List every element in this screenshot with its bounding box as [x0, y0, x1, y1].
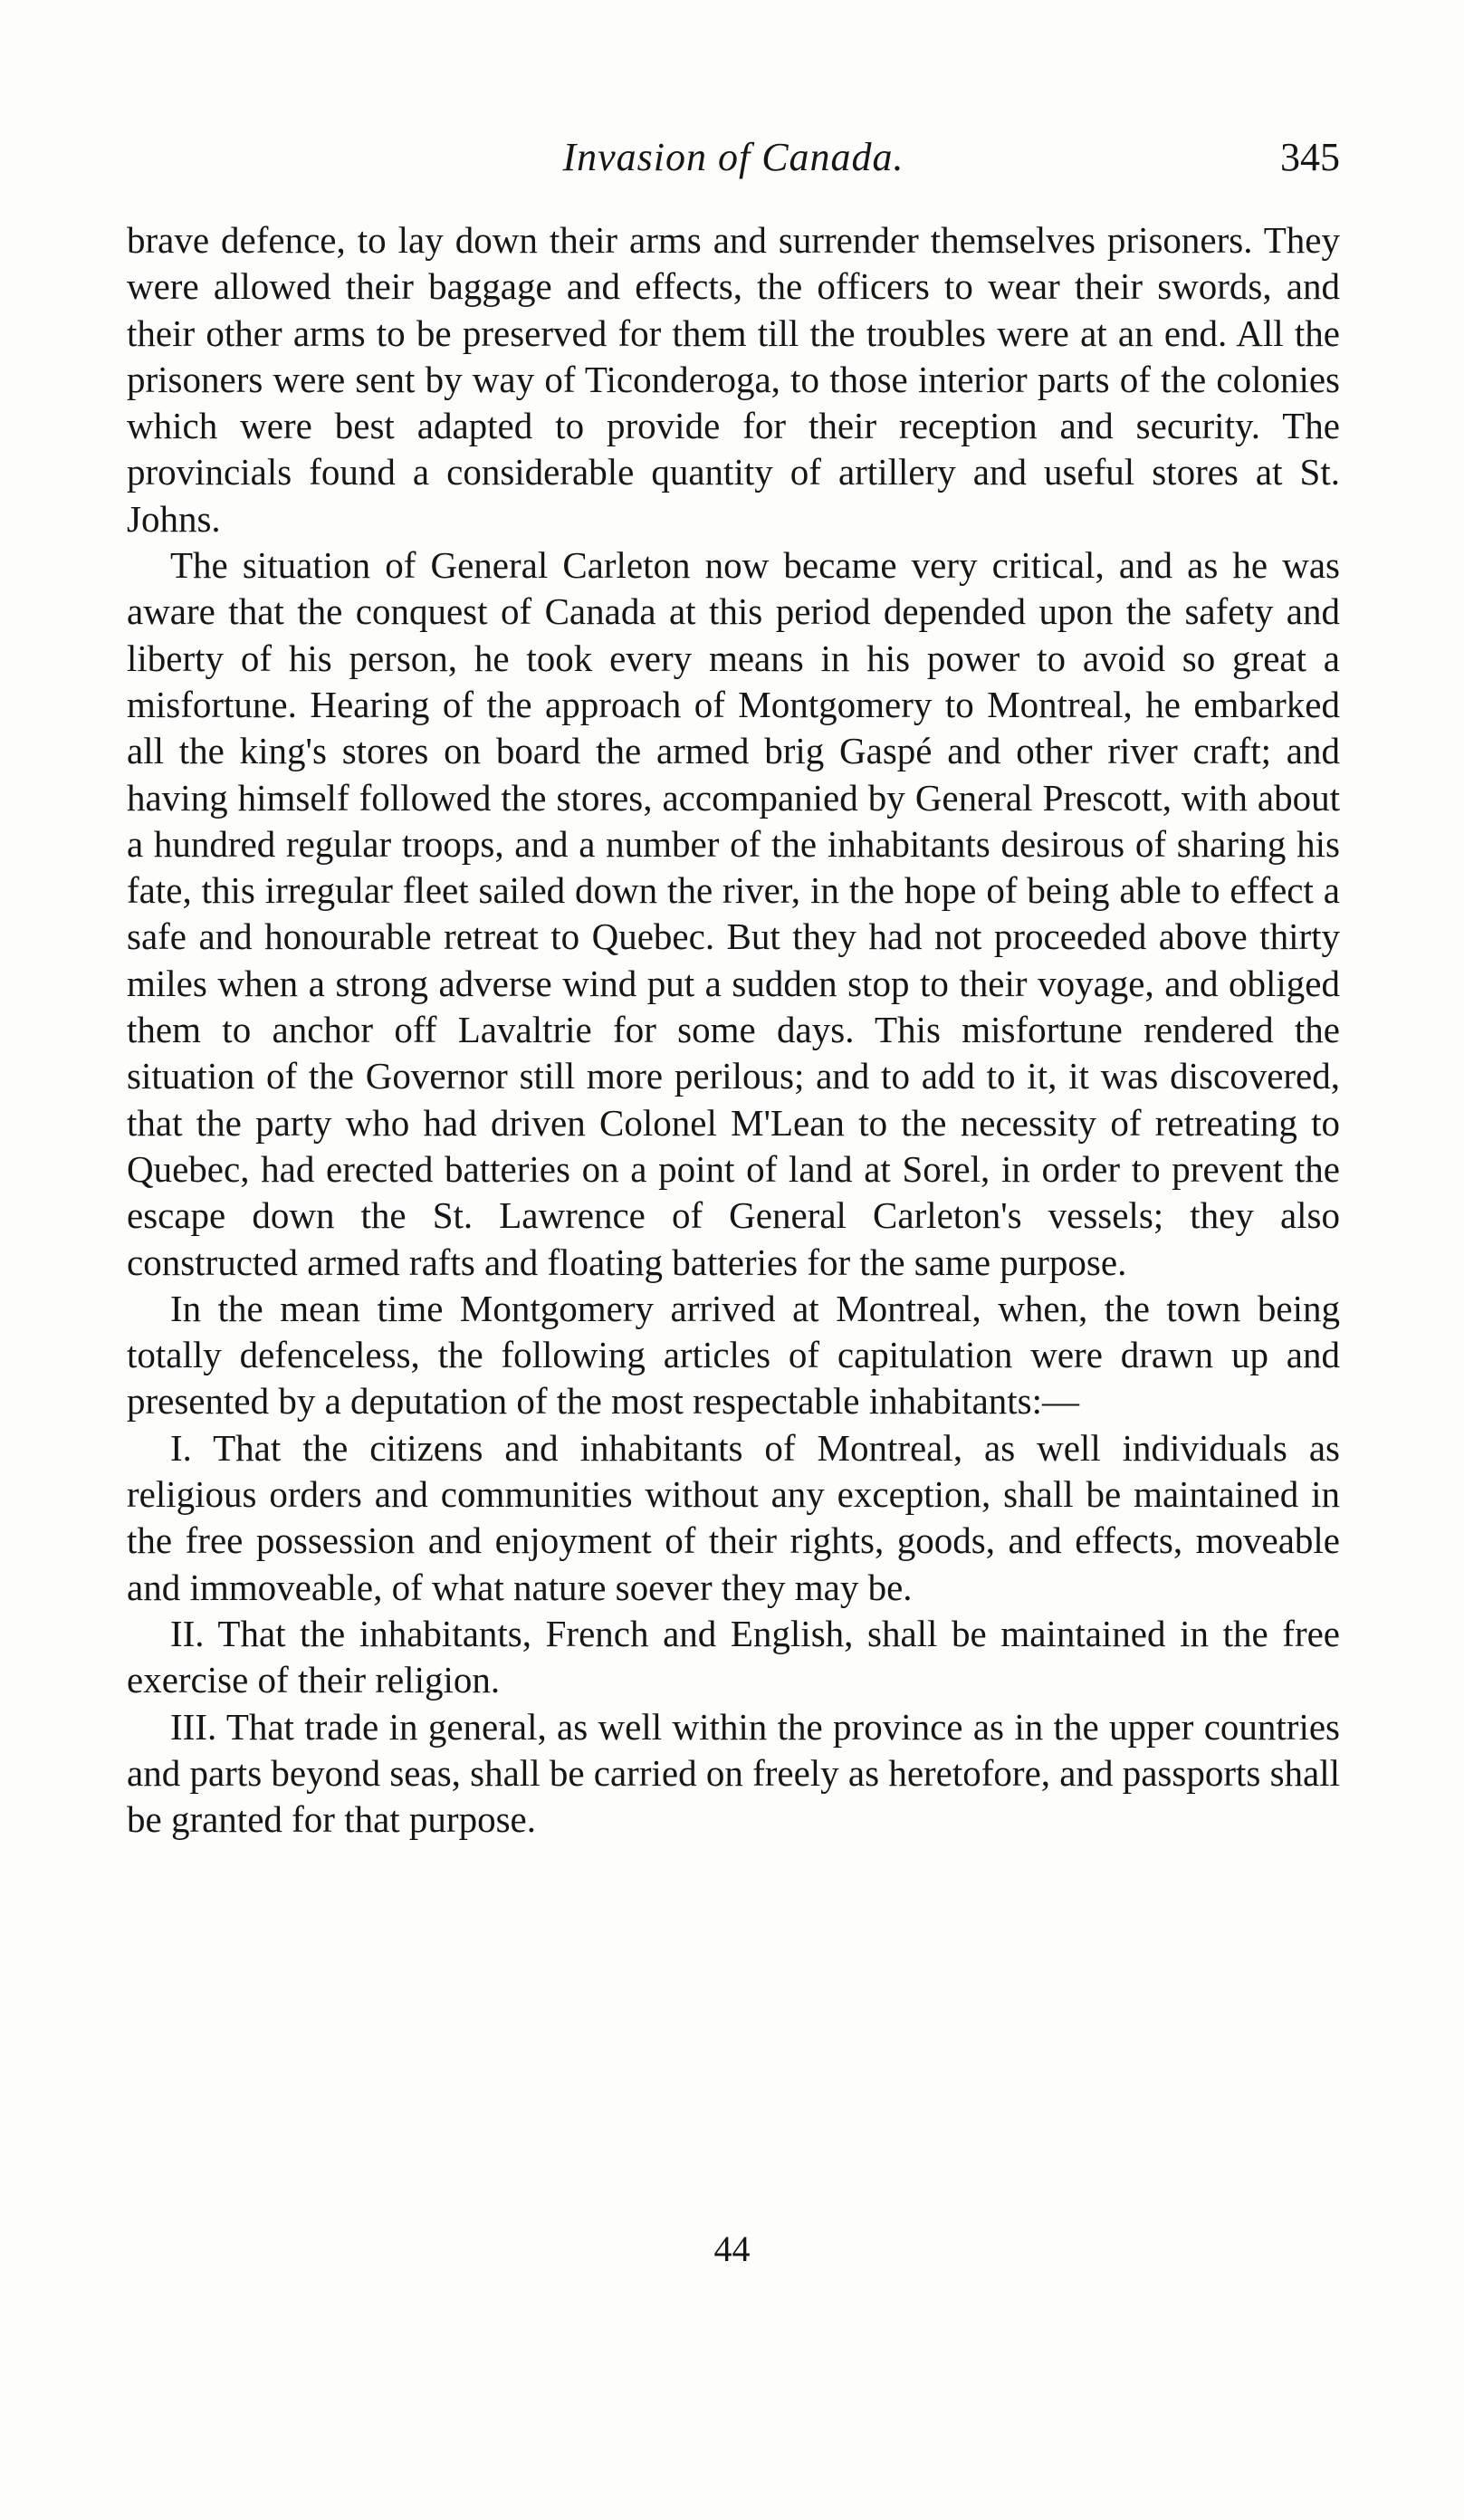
- article-paragraph: III. That trade in general, as well within the province as in the upper countries and parts beyond seas, shall be carried on freely as heretofore, and passports shall be granted for that purpose.: [127, 1705, 1341, 1841]
- page-header: [127, 134, 1340, 188]
- paragraph: The situation of General Carleton now became very critical, and as he was aware that the conquest of Canada at this period depended upon the safety and liberty of his person, he took every means in his power to avoid so great a misfortune. Hearing of the approach of Montgomery to Montreal, he embarked all the king's stores on board the armed brig Gaspé and other river craft; and having himself followed the stores, accompanied by General Prescott, with about a hundred regular troops, and a number of the inhabitants desirous of sharing his fate, this irregular fleet sailed down the river, in the hope of being able to effect a safe and honourable retreat to Quebec. But they had not proceeded above thirty miles when a strong adverse wind put a sudden stop to their voyage, and obliged them to anchor off Lavaltrie for some days. This misfortune rendered the situation of the Governor still more perilous; and to add to it, it was discovered, that the party who had driven Colonel M'Lean to the necessity of retreating to Quebec, had erected batteries on a point of land at Sorel, in order to prevent the escape down the St. Lawrence of General Carleton's vessels; they also constructed armed rafts and floating batteries for the same purpose.: [127, 544, 1340, 1283]
- running-title: Invasion of Canada.: [562, 135, 904, 179]
- article-paragraph: II. That the inhabitants, French and English, shall be maintained in the free exercise of their religion.: [127, 1612, 1340, 1701]
- paragraph: In the mean time Montgomery arrived at Montreal, when, the town being totally defenceless, the following articles of capitulation were drawn up and presented by a deputation of the most respectable inhabitants:—: [127, 1287, 1340, 1423]
- article-paragraph: I. That the citizens and inhabitants of Montreal, as well individuals as religious orders and communities without any exception, shall be maintained in the free possession and enjoyment of their rights, goods, and effects, moveable and immoveable, of what nature soever they may be.: [127, 1426, 1340, 1608]
- page-number: 345: [1280, 135, 1340, 179]
- paragraph: brave defence, to lay down their arms and surrender themselves prisoners. They were allowed their baggage and effects, the officers to wear their swords, and their other arms to be preserved for them till the troubles were at an end. All the prisoners were sent by way of Ticonderoga, to those interior parts of the colonies which were best adapted to provide for their reception and security. The provincials found a considerable quantity of artillery and useful stores at St. Johns.: [127, 219, 1340, 540]
- signature-mark: 44: [713, 2228, 751, 2269]
- body-text: [127, 217, 1340, 1843]
